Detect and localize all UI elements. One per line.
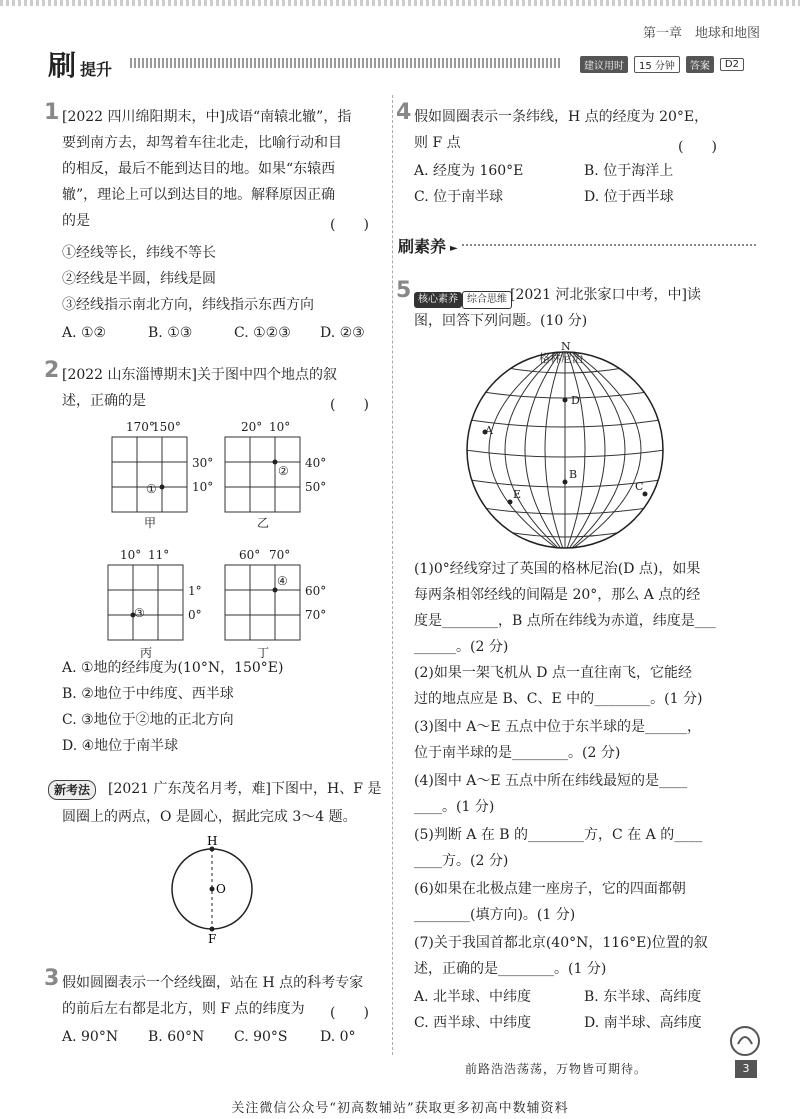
column-divider: [392, 95, 394, 1055]
new-method-tag: 新考法: [48, 780, 96, 800]
point-marker: [273, 460, 278, 465]
grid-mark: ①: [146, 482, 157, 496]
q34-line: 圆圈上的两点，O 是圆心，据此完成 3～4 题。: [62, 809, 357, 825]
grid-top-label: 10°: [120, 548, 142, 562]
section-brand: [48, 44, 112, 84]
q1-line: [2022 四川绵阳期末，中]成语“南辕北辙”，指: [62, 109, 352, 125]
grid-right-label: 40°: [305, 456, 327, 470]
point-e-label: E: [513, 488, 522, 501]
q1-line: 要到南方去，却驾着车往北走，比喻行动和目: [62, 135, 342, 151]
q2-grid-diagram: [100, 415, 340, 670]
time-label: 建议用时: [580, 56, 628, 73]
q5-line: 图，回答下列问题。(10 分): [414, 313, 588, 329]
grid-right-label: 30°: [192, 456, 214, 470]
motto: 前路浩浩荡荡，万物皆可期待。: [465, 1062, 648, 1076]
q4-choice[interactable]: B. 位于海洋上: [584, 163, 674, 179]
q3-choice[interactable]: D. 0°: [320, 1029, 356, 1045]
point-o-label: O: [216, 882, 226, 896]
q5-line: [2021 河北张家口中考，中]读: [510, 287, 702, 303]
q5-part-line: 度是________，B 点所在纬线为赤道，纬度是___: [414, 613, 716, 629]
q1-bracket: ( ): [330, 217, 369, 233]
q5-choice[interactable]: C. 西半球、中纬度: [414, 1015, 532, 1031]
q4-choice[interactable]: A. 经度为 160°E: [414, 163, 524, 179]
point-marker: [563, 398, 568, 403]
q5-part-line: ________(填方向)。(1 分): [414, 907, 576, 923]
grid-right-label: 50°: [305, 480, 327, 494]
answer-value: D2: [720, 58, 744, 71]
time-value: 15 分钟: [634, 56, 680, 73]
q1-choice[interactable]: A. ①②: [62, 325, 107, 341]
q3-line: 的前后左右都是北方，则 F 点的纬度为: [62, 1001, 305, 1017]
q1-choice[interactable]: C. ①②③: [234, 325, 291, 341]
q5-choice[interactable]: B. 东半球、高纬度: [584, 989, 702, 1005]
globe-diagram: [455, 340, 675, 550]
top-stripe: [0, 0, 800, 6]
bottom-note: 关注微信公众号“初高数辅站”获取更多初高中数辅资料: [231, 1101, 569, 1116]
brand-small: 提升: [80, 60, 113, 79]
chapter-title: 第一章 地球和地图: [642, 26, 760, 41]
q1-number: 1: [44, 100, 60, 125]
q2-number: 2: [44, 358, 60, 383]
q3-choice[interactable]: B. 60°N: [148, 1029, 205, 1045]
grid-top-label: 70°: [269, 548, 291, 562]
grid-top-label: 11°: [148, 548, 170, 562]
arrow-icon: ►: [450, 243, 458, 254]
header-stripe: [130, 58, 560, 68]
point-marker: [563, 480, 568, 485]
q2-line: [2022 山东淄博期末]关于图中四个地点的叙: [62, 367, 338, 383]
q1-choice[interactable]: B. ①③: [148, 325, 193, 341]
thinking-badge: 综合思维: [462, 291, 512, 309]
q5-number: 5: [396, 278, 412, 303]
q5-part-line: 位于南半球的是________。(2 分): [414, 745, 621, 761]
q3-line: 假如圆圈表示一个经线圈，站在 H 点的科考专家: [62, 975, 364, 991]
grid-name: 甲: [144, 516, 157, 530]
q34-line: [2021 广东茂名月考，难]下图中，H、F 是: [108, 781, 382, 797]
q5-part-line: ______。(2 分): [414, 639, 509, 655]
q5-part-line: 每两条相邻经线的间隔是 20°，那么 A 点的经: [414, 587, 701, 603]
q5-part-line: (4)图中 A～E 五点中所在纬线最短的是____: [414, 773, 688, 789]
page-number: 3: [735, 1060, 757, 1078]
grid-top-label: 20°: [241, 420, 263, 434]
q5-part-line: (6)如果在北极点建一座房子，它的四面都朝: [414, 881, 686, 897]
grid-bing: [108, 548, 202, 660]
grid-top-label: 150°: [152, 420, 181, 434]
section-rule: [462, 244, 756, 246]
point-h-label: H: [207, 835, 218, 848]
grid-top-label: 170°: [126, 420, 155, 434]
section-title: 刷素养: [398, 237, 447, 256]
q4-choice[interactable]: D. 位于西半球: [584, 189, 674, 205]
q3-number: 3: [44, 966, 60, 991]
q4-number: 4: [396, 100, 412, 125]
answer-label: 答案: [686, 56, 714, 73]
grid-right-label: 10°: [192, 480, 214, 494]
q1-option: ②经线是半圆，纬线是圆: [62, 271, 216, 287]
q5-part-line: (1)0°经线穿过了英国的格林尼治(D 点)，如果: [414, 561, 701, 577]
q5-part-line: (3)图中 A～E 五点中位于东半球的是______，: [414, 719, 702, 735]
logo-icon: [728, 1024, 762, 1058]
point-marker: [508, 500, 513, 505]
grid-yi: [225, 420, 326, 530]
point-a-label: A: [485, 424, 493, 437]
q2-choice[interactable]: B. ②地位于中纬度、西半球: [62, 686, 234, 702]
q2-choice[interactable]: D. ④地位于南半球: [62, 738, 179, 754]
greenwich-label: 格林尼治: [539, 352, 583, 365]
point-marker: [273, 588, 278, 593]
q2-choice[interactable]: C. ③地位于②地的正北方向: [62, 712, 234, 728]
q1-line: 辙”，理论上可以到达目的地。解释原因正确: [62, 187, 336, 203]
grid-name: 乙: [257, 516, 270, 530]
q5-part-line: (7)关于我国首都北京(40°N，116°E)位置的叙: [414, 935, 708, 951]
q5-choice[interactable]: A. 北半球、中纬度: [414, 989, 532, 1005]
grid-name: 丙: [140, 646, 153, 660]
q4-bracket: ( ): [678, 139, 717, 155]
q2-bracket: ( ): [330, 397, 369, 413]
q1-line: 的是: [62, 213, 90, 229]
q5-part-line: (2)如果一架飞机从 D 点一直往南飞，它能经: [414, 665, 692, 681]
grid-mark: ②: [278, 464, 289, 478]
q1-line: 的相反，最后不能到达目的地。如果“东辕西: [62, 161, 336, 177]
q1-option: ③经线指示南北方向，纬线指示东西方向: [62, 297, 314, 313]
point-marker: [210, 887, 215, 892]
q5-part-line: ____方。(2 分): [414, 853, 509, 869]
q5-choice[interactable]: D. 南半球、高纬度: [584, 1015, 702, 1031]
point-b-label: B: [569, 468, 578, 481]
q1-choice[interactable]: D. ②③: [320, 325, 365, 341]
time-box: [580, 56, 744, 73]
grid-right-label: 70°: [305, 608, 327, 622]
grid-right-label: 60°: [305, 584, 327, 598]
q4-choice[interactable]: C. 位于南半球: [414, 189, 504, 205]
north-label: N: [561, 340, 571, 353]
grid-jia: [112, 420, 213, 530]
point-c-label: C: [635, 480, 644, 493]
circle-diagram: [160, 835, 270, 950]
q1-option: ①经线等长，纬线不等长: [62, 245, 216, 261]
grid-top-label: 60°: [239, 548, 261, 562]
q5-part-line: 过的地点应是 B、C、E 中的________。(1 分): [414, 691, 703, 707]
point-marker: [160, 485, 165, 490]
grid-ding: [225, 548, 326, 660]
grid-right-label: 0°: [188, 608, 202, 622]
q5-part-line: ____。(1 分): [414, 799, 495, 815]
grid-top-label: 10°: [269, 420, 291, 434]
q4-line: 则 F 点: [414, 135, 461, 151]
brand-big: 刷: [48, 49, 77, 82]
q2-line: 述，正确的是: [62, 393, 146, 409]
grid-mark: ③: [134, 606, 145, 620]
q3-bracket: ( ): [330, 1005, 369, 1021]
grid-mark: ④: [277, 574, 288, 588]
grid-right-label: 1°: [188, 584, 202, 598]
q3-choice[interactable]: C. 90°S: [234, 1029, 288, 1045]
q2-choice[interactable]: A. ①地的经纬度为(10°N，150°E): [62, 660, 284, 676]
q4-line: 假如圆圈表示一条纬线，H 点的经度为 20°E，: [414, 109, 709, 125]
point-d-label: D: [571, 394, 580, 407]
q3-choice[interactable]: A. 90°N: [62, 1029, 119, 1045]
grid-name: 丁: [257, 646, 270, 660]
point-marker: [210, 927, 215, 932]
q5-part-line: (5)判断 A 在 B 的________方，C 在 A 的____: [414, 827, 703, 843]
core-literacy-badge: 核心素养: [414, 292, 462, 308]
point-f-label: F: [208, 932, 217, 946]
q5-part-line: 述，正确的是________。(1 分): [414, 961, 607, 977]
